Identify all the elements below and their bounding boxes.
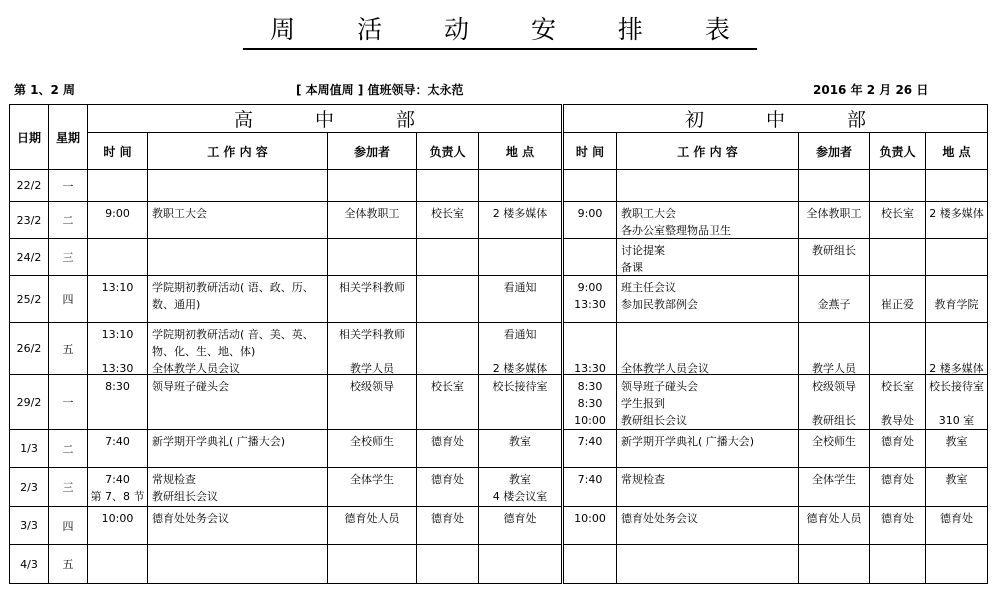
high-time-line: 7:40 [105, 435, 130, 448]
high-participants-line: 全体学生 [350, 473, 394, 486]
junior-participants-header: 参加者 [799, 133, 870, 170]
junior-content-line: 参加民教部例会 [621, 298, 698, 311]
junior-content-line: 新学期开学典礼( 广播大会) [621, 435, 755, 448]
junior-content-cell [617, 375, 799, 430]
duty-leader: [ 本周值周 ] 值班领导：太永范 [296, 83, 464, 97]
high-participants-line: 德育处人员 [344, 512, 400, 525]
junior-participants-line: 全校师生 [812, 435, 856, 448]
junior-owner-cell [870, 170, 926, 202]
row-date: 4/3 [10, 545, 49, 584]
junior-owner-line: 崔正爱 [881, 298, 914, 311]
junior-place-line: 校长接待室 [929, 380, 984, 393]
row-date: 2/3 [10, 468, 49, 507]
schedule-row [10, 507, 988, 545]
high-content-cell [148, 170, 328, 202]
junior-owner-cell [870, 430, 926, 468]
high-time-cell [88, 170, 148, 202]
junior-time-line: 8:30 [577, 397, 603, 410]
junior-place-line: 2 楼多媒体 [929, 362, 984, 375]
week-label: 第 1、2 周 [14, 83, 76, 97]
high-place-cell [479, 170, 563, 202]
junior-time-cell [563, 507, 617, 545]
junior-content-line: 常规检查 [621, 473, 665, 486]
junior-participants-line: 教学人员 [812, 362, 856, 375]
junior-time-cell [563, 430, 617, 468]
junior-owner-cell [870, 507, 926, 545]
junior-place-line: 教室 [945, 473, 968, 486]
high-content-line: 数、通用) [152, 298, 201, 311]
high-content-cell [148, 507, 328, 545]
high-participants-line: 全体教职工 [344, 207, 400, 220]
column-header-row [10, 133, 988, 170]
junior-participants-cell [799, 545, 870, 584]
junior-owner-cell [870, 375, 926, 430]
junior-participants-line: 教研组长 [812, 414, 856, 427]
high-place-line: 德育处 [503, 512, 537, 525]
junior-time-line: 7:40 [577, 473, 603, 486]
junior-place-cell [926, 170, 988, 202]
high-owner-header: 负责人 [417, 133, 479, 170]
junior-place-cell [926, 202, 988, 239]
high-place-line: 教室 [509, 473, 531, 486]
high-time-line: 13:10 [101, 328, 134, 341]
junior-owner-cell [870, 468, 926, 507]
high-participants-line: 全校师生 [350, 435, 394, 448]
row-date: 25/2 [10, 276, 49, 323]
high-time-line: 10:00 [101, 512, 134, 525]
high-content-cell [148, 468, 328, 507]
junior-school-section: 初 中 部 [563, 105, 988, 133]
high-content-line: 全体教学人员会议 [152, 362, 240, 375]
high-place-cell [479, 202, 563, 239]
high-time-line: 8:30 [105, 380, 130, 393]
junior-owner-cell [870, 323, 926, 375]
high-place-cell [479, 239, 563, 276]
junior-participants-line: 教研组长 [812, 244, 856, 257]
row-weekday: 五 [49, 545, 88, 584]
junior-participants-cell [799, 170, 870, 202]
high-school-section: 高 中 部 [88, 105, 563, 133]
high-content-line: 学院期初教研活动( 音、美、英、 [152, 328, 314, 341]
high-participants-cell [328, 323, 417, 375]
junior-owner-header: 负责人 [870, 133, 926, 170]
high-participants-line: 相关学科教师 [339, 281, 405, 294]
junior-time-line: 8:30 [577, 380, 603, 393]
high-owner-cell [417, 323, 479, 375]
high-place-line: 校长接待室 [492, 380, 548, 393]
junior-time-cell [563, 375, 617, 430]
high-owner-cell [417, 545, 479, 584]
high-owner-line: 校长室 [431, 380, 464, 393]
high-owner-line: 校长室 [431, 207, 464, 220]
junior-owner-line: 德育处 [881, 435, 914, 448]
high-participants-cell [328, 430, 417, 468]
junior-content-header: 工 作 内 容 [617, 133, 799, 170]
high-content-cell [148, 375, 328, 430]
high-owner-line: 德育处 [431, 473, 464, 486]
junior-content-cell [617, 323, 799, 375]
row-weekday: 四 [49, 276, 88, 323]
high-participants-cell [328, 545, 417, 584]
high-place-cell [479, 507, 563, 545]
high-owner-cell [417, 375, 479, 430]
row-date: 24/2 [10, 239, 49, 276]
row-weekday: 五 [49, 323, 88, 375]
high-time-line: 7:40 [105, 473, 130, 486]
junior-content-line: 领导班子碰头会 [621, 380, 698, 393]
high-participants-cell [328, 468, 417, 507]
high-owner-cell [417, 430, 479, 468]
date-header: 日期 [10, 105, 49, 170]
high-place-line: 2 楼多媒体 [492, 362, 548, 375]
junior-participants-line: 全体学生 [812, 473, 856, 486]
junior-participants-cell [799, 430, 870, 468]
row-weekday: 四 [49, 507, 88, 545]
junior-participants-cell [799, 468, 870, 507]
schedule-row [10, 430, 988, 468]
schedule-date: 2016 年 2 月 26 日 [813, 83, 929, 97]
high-content-line: 常规检查 [152, 473, 196, 486]
high-participants-cell [328, 170, 417, 202]
junior-time-header: 时 间 [563, 133, 617, 170]
high-content-header: 工 作 内 容 [148, 133, 328, 170]
high-time-cell [88, 323, 148, 375]
junior-participants-cell [799, 202, 870, 239]
high-content-line: 领导班子碰头会 [152, 380, 229, 393]
junior-place-line: 310 室 [938, 414, 975, 427]
high-time-cell [88, 430, 148, 468]
junior-participants-cell [799, 375, 870, 430]
junior-owner-line: 德育处 [881, 512, 914, 525]
junior-content-line: 教研组长会议 [621, 414, 687, 427]
junior-participants-cell [799, 507, 870, 545]
junior-content-line: 讨论提案 [621, 244, 665, 257]
junior-owner-line: 德育处 [881, 473, 914, 486]
junior-participants-cell [799, 239, 870, 276]
junior-owner-cell [870, 239, 926, 276]
high-time-line: 9:00 [105, 207, 130, 220]
junior-content-cell [617, 170, 799, 202]
junior-owner-cell [870, 202, 926, 239]
junior-owner-cell [870, 276, 926, 323]
schedule-row [10, 375, 988, 430]
junior-content-cell [617, 276, 799, 323]
junior-time-line: 13:30 [574, 362, 606, 375]
junior-time-cell [563, 545, 617, 584]
junior-place-cell [926, 430, 988, 468]
high-place-line: 4 楼会议室 [492, 490, 548, 503]
high-content-cell [148, 545, 328, 584]
junior-time-line: 10:00 [574, 512, 606, 525]
high-place-line: 2 楼多媒体 [492, 207, 548, 220]
junior-place-header: 地 点 [926, 133, 988, 170]
junior-content-cell [617, 507, 799, 545]
high-content-line: 德育处处务会议 [152, 512, 229, 525]
junior-place-cell [926, 468, 988, 507]
high-owner-line: 德育处 [431, 435, 464, 448]
schedule-table [9, 104, 988, 584]
high-participants-cell [328, 507, 417, 545]
high-time-cell [88, 276, 148, 323]
junior-content-line: 班主任会议 [621, 281, 676, 294]
high-place-line: 看通知 [503, 328, 537, 341]
row-weekday: 二 [49, 430, 88, 468]
high-content-cell [148, 323, 328, 375]
weekday-header: 星期 [49, 105, 88, 170]
junior-content-line: 全体教学人员会议 [621, 362, 709, 375]
junior-owner-line: 校长室 [881, 380, 914, 393]
junior-time-cell [563, 276, 617, 323]
junior-participants-cell [799, 276, 870, 323]
high-content-cell [148, 276, 328, 323]
junior-place-cell [926, 507, 988, 545]
page-title: 周 活 动 安 排 表 [0, 14, 1000, 50]
high-participants-cell [328, 239, 417, 276]
high-time-cell [88, 239, 148, 276]
junior-place-line: 教室 [945, 435, 968, 448]
high-owner-cell [417, 507, 479, 545]
row-date: 29/2 [10, 375, 49, 430]
high-owner-cell [417, 468, 479, 507]
high-time-line: 第 7、8 节 [90, 490, 145, 503]
high-participants-line: 相关学科教师 [339, 328, 405, 341]
junior-participants-line: 全体教职工 [806, 207, 862, 220]
high-place-cell [479, 468, 563, 507]
high-place-cell [479, 545, 563, 584]
junior-content-line: 备课 [621, 261, 643, 274]
junior-time-line: 7:40 [577, 435, 603, 448]
junior-time-cell [563, 323, 617, 375]
row-date: 23/2 [10, 202, 49, 239]
high-content-cell [148, 430, 328, 468]
high-time-header: 时 间 [88, 133, 148, 170]
junior-place-cell [926, 276, 988, 323]
high-content-line: 教职工大会 [152, 207, 207, 220]
high-place-header: 地 点 [479, 133, 563, 170]
junior-time-cell [563, 202, 617, 239]
high-place-cell [479, 375, 563, 430]
schedule-row [10, 323, 988, 375]
junior-content-line: 学生报到 [621, 397, 665, 410]
junior-place-line: 教育学院 [934, 298, 979, 311]
high-time-cell [88, 507, 148, 545]
high-time-cell [88, 545, 148, 584]
high-place-line: 看通知 [503, 281, 537, 294]
row-weekday: 三 [49, 239, 88, 276]
junior-participants-line: 校级领导 [812, 380, 856, 393]
junior-place-line: 德育处 [940, 512, 973, 525]
junior-content-cell [617, 239, 799, 276]
row-weekday: 一 [49, 375, 88, 430]
junior-time-line: 13:30 [574, 298, 606, 311]
junior-time-cell [563, 239, 617, 276]
schedule-row [10, 276, 988, 323]
junior-place-cell [926, 323, 988, 375]
junior-owner-line: 校长室 [881, 207, 914, 220]
junior-content-line: 教职工大会 [621, 207, 676, 220]
high-content-cell [148, 202, 328, 239]
junior-place-cell [926, 545, 988, 584]
junior-participants-line: 德育处人员 [806, 512, 862, 525]
section-header-row [10, 105, 988, 133]
junior-participants-cell [799, 323, 870, 375]
junior-time-line: 9:00 [577, 281, 603, 294]
junior-owner-line: 教导处 [881, 414, 914, 427]
high-place-line: 教室 [509, 435, 531, 448]
row-date: 22/2 [10, 170, 49, 202]
high-owner-cell [417, 202, 479, 239]
high-participants-line: 校级领导 [350, 380, 394, 393]
junior-content-cell [617, 202, 799, 239]
row-weekday: 二 [49, 202, 88, 239]
high-content-line: 新学期开学典礼( 广播大会) [152, 435, 286, 448]
row-date: 1/3 [10, 430, 49, 468]
junior-owner-cell [870, 545, 926, 584]
junior-time-line: 9:00 [577, 207, 603, 220]
row-weekday: 一 [49, 170, 88, 202]
high-owner-cell [417, 170, 479, 202]
high-place-cell [479, 323, 563, 375]
schedule-row [10, 468, 988, 507]
schedule-row [10, 239, 988, 276]
high-time-cell [88, 202, 148, 239]
row-weekday: 三 [49, 468, 88, 507]
junior-time-cell [563, 468, 617, 507]
row-date: 3/3 [10, 507, 49, 545]
high-participants-cell [328, 202, 417, 239]
high-time-line: 13:30 [101, 362, 134, 375]
high-content-line: 学院期初教研活动( 语、政、历、 [152, 281, 314, 294]
junior-content-cell [617, 468, 799, 507]
high-participants-header: 参加者 [328, 133, 417, 170]
junior-place-line: 2 楼多媒体 [929, 207, 984, 220]
high-participants-cell [328, 375, 417, 430]
junior-content-cell [617, 430, 799, 468]
row-date: 26/2 [10, 323, 49, 375]
high-owner-cell [417, 276, 479, 323]
high-content-cell [148, 239, 328, 276]
junior-content-line: 德育处处务会议 [621, 512, 698, 525]
schedule-row [10, 170, 988, 202]
schedule-row [10, 202, 988, 239]
high-participants-cell [328, 276, 417, 323]
high-place-cell [479, 430, 563, 468]
schedule-row [10, 545, 988, 584]
high-content-line: 物、化、生、地、体) [152, 345, 256, 358]
high-time-line: 13:10 [101, 281, 134, 294]
high-time-cell [88, 468, 148, 507]
high-owner-line: 德育处 [431, 512, 464, 525]
junior-content-line: 各办公室整理物品卫生 [621, 224, 731, 237]
high-content-line: 教研组长会议 [152, 490, 218, 503]
junior-participants-line: 金燕子 [817, 298, 851, 311]
junior-content-cell [617, 545, 799, 584]
junior-place-cell [926, 375, 988, 430]
high-participants-line: 教学人员 [350, 362, 394, 375]
high-time-cell [88, 375, 148, 430]
junior-time-cell [563, 170, 617, 202]
high-place-cell [479, 276, 563, 323]
junior-place-cell [926, 239, 988, 276]
junior-time-line: 10:00 [574, 414, 606, 427]
high-owner-cell [417, 239, 479, 276]
